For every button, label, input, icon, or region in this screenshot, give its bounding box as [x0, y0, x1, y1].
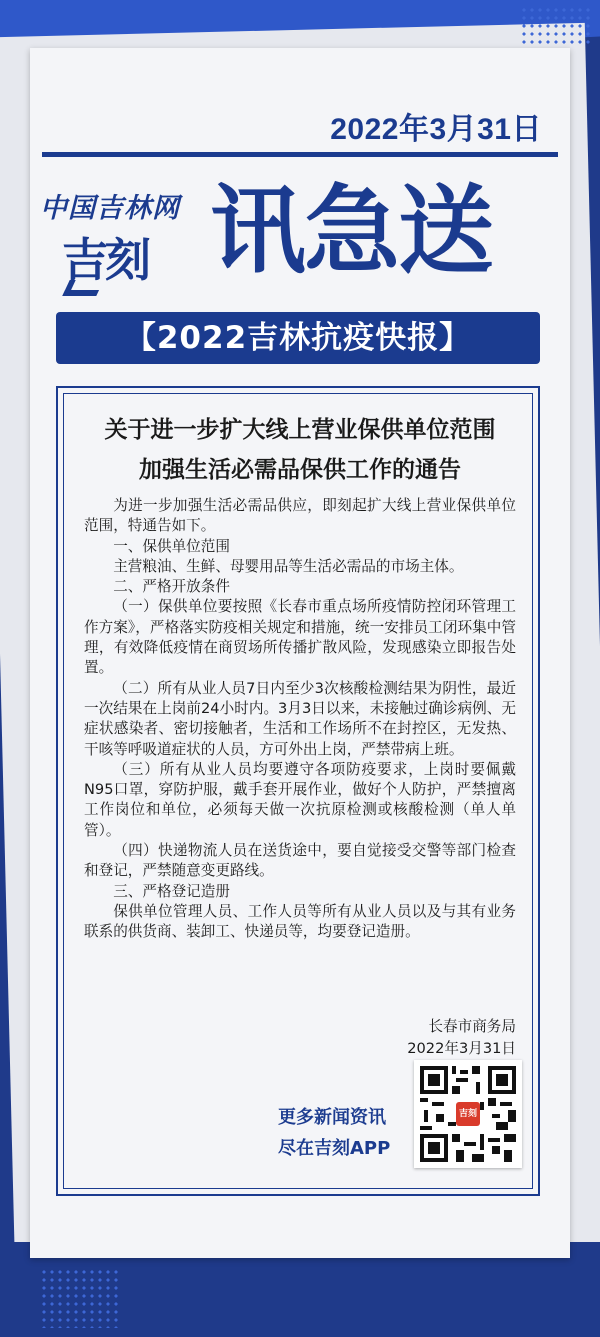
paragraph: （四）快递物流人员在送货途中，要自觉接受交警等部门检查和登记，严禁随意变更路线。 — [84, 842, 516, 880]
section-heading-1: 一、保供单位范围 — [113, 537, 230, 555]
promo-line-1: 更多新闻资讯 — [278, 1107, 386, 1128]
signature-org: 长春市商务局 — [428, 1018, 516, 1035]
signature-date: 2022年3月31日 — [407, 1040, 516, 1057]
promo-line-2: 尽在吉刻APP — [278, 1138, 391, 1159]
section-heading-3: 三、严格登记造册 — [113, 882, 230, 900]
dot-pattern-decor — [520, 6, 590, 46]
section-heading-2: 二、严格开放条件 — [113, 578, 230, 596]
dot-pattern-decor — [40, 1268, 120, 1328]
paragraph: 保供单位管理人员、工作人员等所有从业人员以及与其有业务联系的供货商、装卸工、快递员等，均要登记造册。 — [84, 902, 516, 941]
notice-title-line2: 加强生活必需品保供工作的通告 — [139, 457, 461, 483]
paragraph: （二）所有从业人员7日内至少3次核酸检测结果为阴性，最近一次结果在上岗前24小时内。3月3日以来，未接触过确诊病例、无症状感染者、密切接触者，生活和工作场所不在封控区，无发热、干咳等呼吸道症状的人员，方可外出上岗，严禁带病上班。 — [84, 679, 516, 758]
notice-box — [56, 386, 540, 1196]
paragraph-intro: 为进一步加强生活必需品供应，即刻起扩大线上营业保供单位范围，特通告如下。 — [84, 497, 516, 535]
notice-body — [84, 496, 516, 943]
brand-app-logo: 吉刻 — [62, 233, 148, 287]
banner-title: 【2022吉林抗疫快报】 — [56, 312, 540, 364]
paragraph: （三）所有从业人员均要遵守各项防疫要求，上岗时要佩戴N95口罩，穿防护服，戴手套开展作业，做好个人防护，严禁擅离工作岗位和单位，必须每天做一次抗原检测或核酸检测（单人单管）。 — [84, 760, 516, 839]
notice-title — [58, 410, 542, 490]
headline: 讯急送 — [210, 175, 492, 287]
publish-date: 2022年3月31日 — [330, 113, 542, 146]
qr-code[interactable] — [414, 1060, 522, 1168]
paragraph: 主营粮油、生鲜、母婴用品等生活必需品的市场主体。 — [113, 557, 464, 575]
signature-block — [407, 1016, 516, 1060]
qr-app-logo: 吉刻 — [456, 1102, 480, 1126]
notice-title-line1: 关于进一步扩大线上营业保供单位范围 — [104, 417, 496, 443]
brand-name: 中国吉林网 — [40, 193, 180, 224]
app-promo — [278, 1102, 390, 1164]
header-divider — [42, 152, 558, 157]
paragraph: （一）保供单位要按照《长春市重点场所疫情防控闭环管理工作方案》，严格落实防疫相关规定和措施，统一安排员工闭环集中管理，有效降低疫情在商贸场所传播扩散风险，发现感染立即报告处置。 — [84, 598, 516, 677]
